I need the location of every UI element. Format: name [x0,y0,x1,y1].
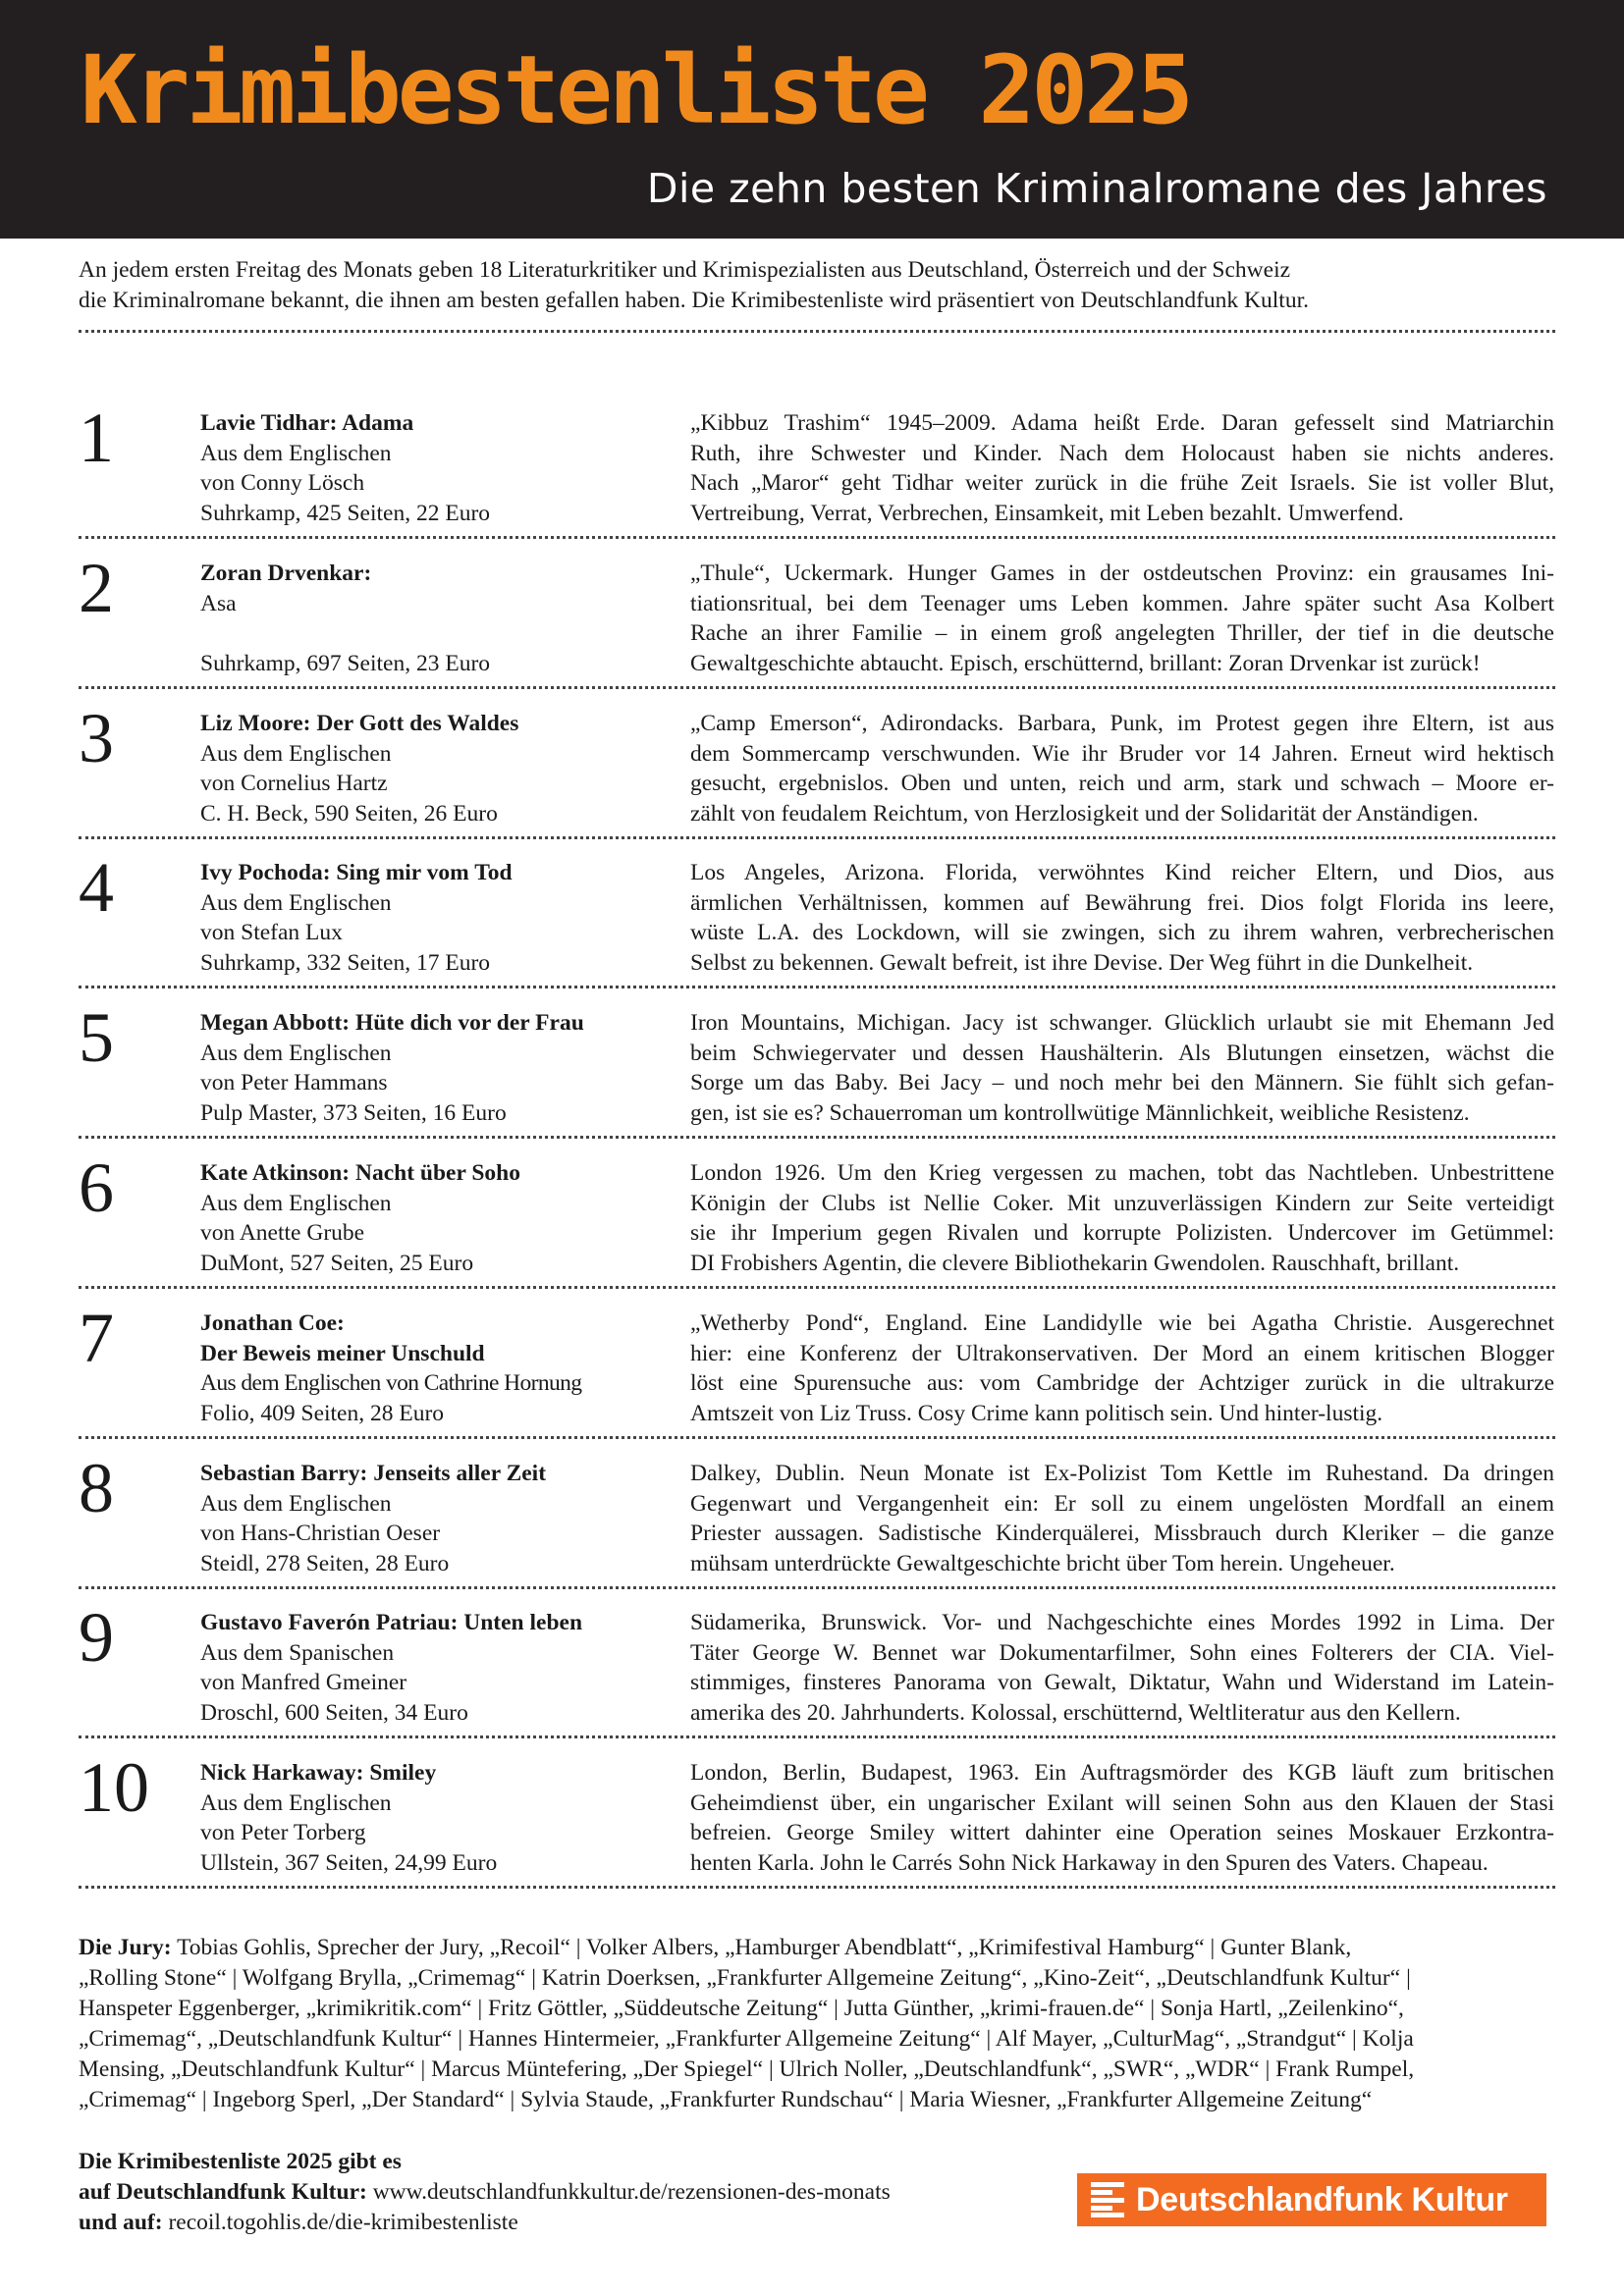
footer-label: und auf: [79,2210,163,2235]
book-description [690,1158,1554,1278]
divider [79,986,1555,988]
book-info [200,1608,642,1728]
description-line: löst eine Spurensuche aus: vom Cambridge der Achtziger zurück in die ultrakurze [690,1370,1554,1397]
book-description [690,1608,1554,1728]
footer-label: auf Deutschlandfunk Kultur: [79,2179,367,2205]
book-description [690,858,1554,978]
rank-number: 6 [79,1148,114,1227]
book-publisher: Folio, 409 Seiten, 28 Euro [200,1400,445,1426]
intro-text [79,255,1551,316]
book-translation: Aus dem Englischen [200,1490,392,1517]
page-subtitle: Die zehn besten Kriminalromane des Jahres [646,165,1547,212]
rank-number: 7 [79,1299,114,1377]
divider [79,1286,1555,1289]
description-line: Königin der Clubs ist Nellie Coker. Mit unzuverlässigen Kindern zur Seite verteidigt [690,1190,1554,1216]
footer-link[interactable]: recoil.togohlis.de/die-krimibestenliste [162,2210,518,2235]
description-line: Rache an ihrer Familie – in einem groß angelegten Thriller, der tief in die deutsche [690,620,1554,647]
description-line: „Camp Emerson“, Adirondacks. Barbara, Punk, im Protest gegen ihre Eltern, ist aus [690,711,1554,736]
rank-number: 2 [79,549,114,627]
jury-line: „Rolling Stone“ | Wolfgang Brylla, „Crimemag“ | Katrin Doerksen, „Frankfurter Allgemeine Zeitung“, „Kino-Zeit“, „Deutschlandfunk Kultur“ | [79,1965,1411,1991]
description-line: „Wetherby Pond“, England. Eine Landidylle wie bei Agatha Christie. Ausgerechnet [690,1310,1554,1336]
description-line: Gegenwart und Vergangenheit ein: Er soll zu einem ungelösten Mordfall an einem [690,1490,1554,1517]
description-line: „Thule“, Uckermark. Hunger Games in der ostdeutschen Provinz: ein grausames Ini- [690,561,1554,586]
jury-line: „Crimemag“ | Ingeborg Sperl, „Der Standard“ | Sylvia Staude, „Frankfurter Rundschau“ | Maria Wiesner, „Frankfurter Allgemeine Zeitung“ [79,2087,1373,2112]
book-description [690,408,1554,528]
book-info [200,1008,642,1128]
description-line: hier: eine Konferenz der Ultrakonservativen. Der Mord an einem kritischen Blogger [690,1340,1554,1366]
book-publisher: Suhrkamp, 697 Seiten, 23 Euro [200,650,491,676]
book-translation: Asa [200,590,237,616]
book-title: Nick Harkaway: Smiley [200,1760,437,1786]
description-line: Vertreibung, Verrat, Verbrechen, Einsamkeit, mit Leben bezahlt. Umwerfend. [690,500,1404,526]
book-publisher: C. H. Beck, 590 Seiten, 26 Euro [200,800,498,827]
rank-number: 8 [79,1449,114,1527]
jury-line: Mensing, „Deutschlandfunk Kultur“ | Marcus Müntefering, „Der Spiegel“ | Ulrich Noller, „Deutschlandfunk“, „SWR“, „WDR“ | Frank Rumpel, [79,2056,1415,2082]
book-info [200,1758,642,1878]
footer-info [79,2147,1060,2238]
book-translator [200,618,642,649]
description-line: befreien. George Smiley wittert dahinter eine Operation seines Moskauer Erzkontra- [690,1820,1554,1846]
jury-label: Die Jury: [79,1935,172,1960]
jury-line: Tobias Gohlis, Sprecher der Jury, „Recoil“ | Volker Albers, „Hamburger Abendblatt“, „Krimifestival Hamburg“ | Gunter Blank, [171,1935,1352,1960]
description-line: Los Angeles, Arizona. Florida, verwöhntes Kind reicher Eltern, und Dios, aus [690,860,1554,885]
book-title: Lavie Tidhar: Adama [200,410,414,436]
jury-line: „Crimemag“, „Deutschlandfunk Kultur“ | Hannes Hintermeier, „Frankfurter Allgemeine Zeitung“ | Alf Mayer, „CulturMag“, „Strandgut“ | Kolja [79,2026,1414,2052]
book-translator: von Hans-Christian Oeser [200,1521,441,1547]
book-translator: von Stefan Lux [200,920,343,946]
book-publisher: Steidl, 278 Seiten, 28 Euro [200,1550,450,1576]
description-line: beim Schwiegervater und dessen Haushälterin. Als Blutungen einsetzen, wächst die [690,1040,1554,1066]
description-line: henten Karla. John le Carrés Sohn Nick Harkaway in den Spuren des Vaters. Chapeau. [690,1849,1489,1876]
book-info [200,408,642,528]
description-line: gen, ist sie es? Schauerroman um kontrollwütige Männlichkeit, weibliche Resistenz. [690,1099,1470,1126]
rank-number: 9 [79,1598,114,1677]
book-translation: Aus dem Englischen [200,740,392,767]
description-line: amerika des 20. Jahrhunderts. Kolossal, erschütternd, Weltliteratur aus den Kellern. [690,1699,1461,1726]
description-line: zählt von feudalem Reichtum, von Herzlosigkeit und der Solidarität der Anständigen. [690,800,1479,827]
description-line: stimmiges, finsteres Panorama von Gewalt, Diktatur, Wahn und Widerstand im Latein- [690,1670,1554,1696]
book-description [690,1459,1554,1578]
jury-section [79,1933,1542,2115]
rank-number: 1 [79,399,114,477]
book-description [690,1758,1554,1878]
description-line: tiationsritual, bei dem Teenager ums Leben kommen. Jahre später sucht Asa Kolbert [690,590,1554,616]
book-publisher: Pulp Master, 373 Seiten, 16 Euro [200,1099,507,1126]
description-line: Dalkey, Dublin. Neun Monate ist Ex-Polizist Tom Kettle im Ruhestand. Da dringen [690,1461,1554,1486]
book-description [690,559,1554,678]
book-translation: Aus dem Englischen [200,440,392,466]
description-line: Geheimdienst über, ein ungarischer Exilant will seinen Sohn aus den Klauen der Stasi [690,1789,1554,1816]
book-translator: von Peter Hammans [200,1070,388,1096]
book-info [200,1308,642,1428]
book-translation: Aus dem Englischen [200,889,392,916]
book-translator: Aus dem Englischen von Cathrine Hornung [200,1370,582,1397]
divider [79,1436,1555,1439]
description-line: Amtszeit von Liz Truss. Cosy Crime kann politisch sein. Und hinter-lustig. [690,1400,1383,1426]
book-info [200,559,642,678]
book-translator: von Anette Grube [200,1220,365,1247]
description-line: Gewaltgeschichte abtaucht. Episch, erschütternd, brillant: Zoran Drvenkar ist zurück! [690,650,1481,676]
book-title: Gustavo Faverón Patriau: Unten leben [200,1610,583,1635]
book-translator: von Peter Torberg [200,1820,366,1846]
divider [79,836,1555,839]
book-translation: Aus dem Spanischen [200,1639,395,1666]
book-publisher: Suhrkamp, 425 Seiten, 22 Euro [200,500,491,526]
rank-number: 5 [79,998,114,1077]
divider [79,686,1555,689]
intro-line: die Kriminalromane bekannt, die ihnen am besten gefallen haben. Die Krimibestenliste wird präsentiert von Deutschlandfunk Kultur. [79,288,1309,313]
book-publisher: DuMont, 527 Seiten, 25 Euro [200,1250,474,1276]
rank-number: 3 [79,699,114,777]
deutschlandfunk-kultur-logo [1077,2173,1546,2226]
divider [79,1735,1555,1738]
description-line: Priester aussagen. Sadistische Kinderquälerei, Missbrauch durch Kleriker – die ganze [690,1521,1554,1547]
book-translation: Aus dem Englischen [200,1190,392,1216]
page-title: Krimibestenliste 2025 [81,35,1190,145]
description-line: sie ihr Imperium gegen Rivalen und korrupte Polizisten. Undercover im Getümmel: [690,1220,1554,1247]
book-publisher: Ullstein, 367 Seiten, 24,99 Euro [200,1849,498,1876]
book-title: Zoran Drvenkar: [200,561,372,586]
description-line: Sorge um das Baby. Bei Jacy – und noch mehr bei den Männern. Sie fühlt sich gefan- [690,1070,1554,1096]
description-line: London 1926. Um den Krieg vergessen zu machen, tobt das Nachtleben. Unbestrittene [690,1160,1554,1186]
book-title: Jonathan Coe: [200,1310,345,1336]
book-info [200,709,642,828]
footer-link[interactable]: www.deutschlandfunkkultur.de/rezensionen-des-monats [366,2179,891,2205]
description-line: ärmlichen Verhältnissen, kommen auf Bewährung frei. Dios folgt Florida ins leere, [690,889,1554,916]
divider [79,1886,1555,1889]
rank-number: 10 [79,1748,149,1827]
divider [79,330,1555,333]
description-line: Iron Mountains, Michigan. Jacy ist schwanger. Glücklich urlaubt sie mit Ehemann Jed [690,1010,1554,1036]
description-line: Ruth, ihre Schwester und Kinder. Nach dem Holocaust haben sie nichts anderes. [690,440,1554,466]
divider [79,536,1555,539]
description-line: Südamerika, Brunswick. Vor- und Nachgeschichte eines Mordes 1992 in Lima. Der [690,1610,1554,1635]
book-description [690,1308,1554,1428]
book-title: Sebastian Barry: Jenseits aller Zeit [200,1461,547,1486]
intro-line: An jedem ersten Freitag des Monats geben 18 Literaturkritiker und Krimispezialisten aus Deutschland, Österreich und der Schweiz [79,257,1291,283]
description-line: gesucht, ergebnislos. Oben und unten, reich und arm, stark und schwach – Moore er- [690,771,1554,797]
dlf-logo-icon [1091,2182,1124,2217]
book-publisher: Suhrkamp, 332 Seiten, 17 Euro [200,949,491,976]
description-line: Täter George W. Bennet war Dokumentarfilmer, Sohn eines Folterers der CIA. Viel- [690,1639,1554,1666]
book-translator: von Manfred Gmeiner [200,1670,407,1696]
footer-heading: Die Krimibestenliste 2025 gibt es [79,2149,402,2174]
description-line: London, Berlin, Budapest, 1963. Ein Auftragsmörder des KGB läuft zum britischen [690,1760,1554,1786]
book-translator: von Conny Lösch [200,470,365,497]
description-line: mühsam unterdrückte Gewaltgeschichte bricht über Tom herein. Ungeheuer. [690,1550,1395,1576]
description-line: DI Frobishers Agentin, die clevere Bibliothekarin Gwendolen. Rauschhaft, brillant. [690,1250,1460,1276]
book-info [200,858,642,978]
description-line: Nach „Maror“ geht Tidhar weiter zurück in die frühe Zeit Israels. Sie ist voller Blut, [690,470,1554,497]
divider [79,1136,1555,1139]
book-title: Megan Abbott: Hüte dich vor der Frau [200,1010,584,1036]
book-description [690,1008,1554,1128]
book-info [200,1158,642,1278]
book-description [690,709,1554,828]
book-publisher: Droschl, 600 Seiten, 34 Euro [200,1699,468,1726]
rank-number: 4 [79,848,114,927]
description-line: dem Sommercamp verschwunden. Wie ihr Bruder vor 14 Jahren. Erneut wird hektisch [690,740,1554,767]
book-title: Kate Atkinson: Nacht über Soho [200,1160,521,1186]
header-banner [0,0,1624,239]
description-line: „Kibbuz Trashim“ 1945–2009. Adama heißt Erde. Daran gefesselt sind Matriarchin [690,410,1554,436]
book-translation: Aus dem Englischen [200,1789,392,1816]
jury-line: Hanspeter Eggenberger, „krimikritik.com“ | Fritz Göttler, „Süddeutsche Zeitung“ | Jutta Günther, „krimi-frauen.de“ | Sonja Hartl, „Zeilenkino“, [79,1996,1404,2021]
book-info [200,1459,642,1578]
logo-name: Deutschlandfunk Kultur [1136,2180,1508,2218]
book-title: Liz Moore: Der Gott des Waldes [200,711,519,736]
divider [79,1586,1555,1589]
description-line: Selbst zu bekennen. Gewalt befreit, ist ihre Devise. Der Weg führt in die Dunkelheit. [690,949,1474,976]
book-translation: Der Beweis meiner Unschuld [200,1340,485,1366]
book-translator: von Cornelius Hartz [200,771,388,797]
book-translation: Aus dem Englischen [200,1040,392,1066]
description-line: wüste L.A. des Lockdown, will sie zwingen, sich zu ihrem wahren, verbrecherischen [690,920,1554,946]
book-title: Ivy Pochoda: Sing mir vom Tod [200,860,513,885]
